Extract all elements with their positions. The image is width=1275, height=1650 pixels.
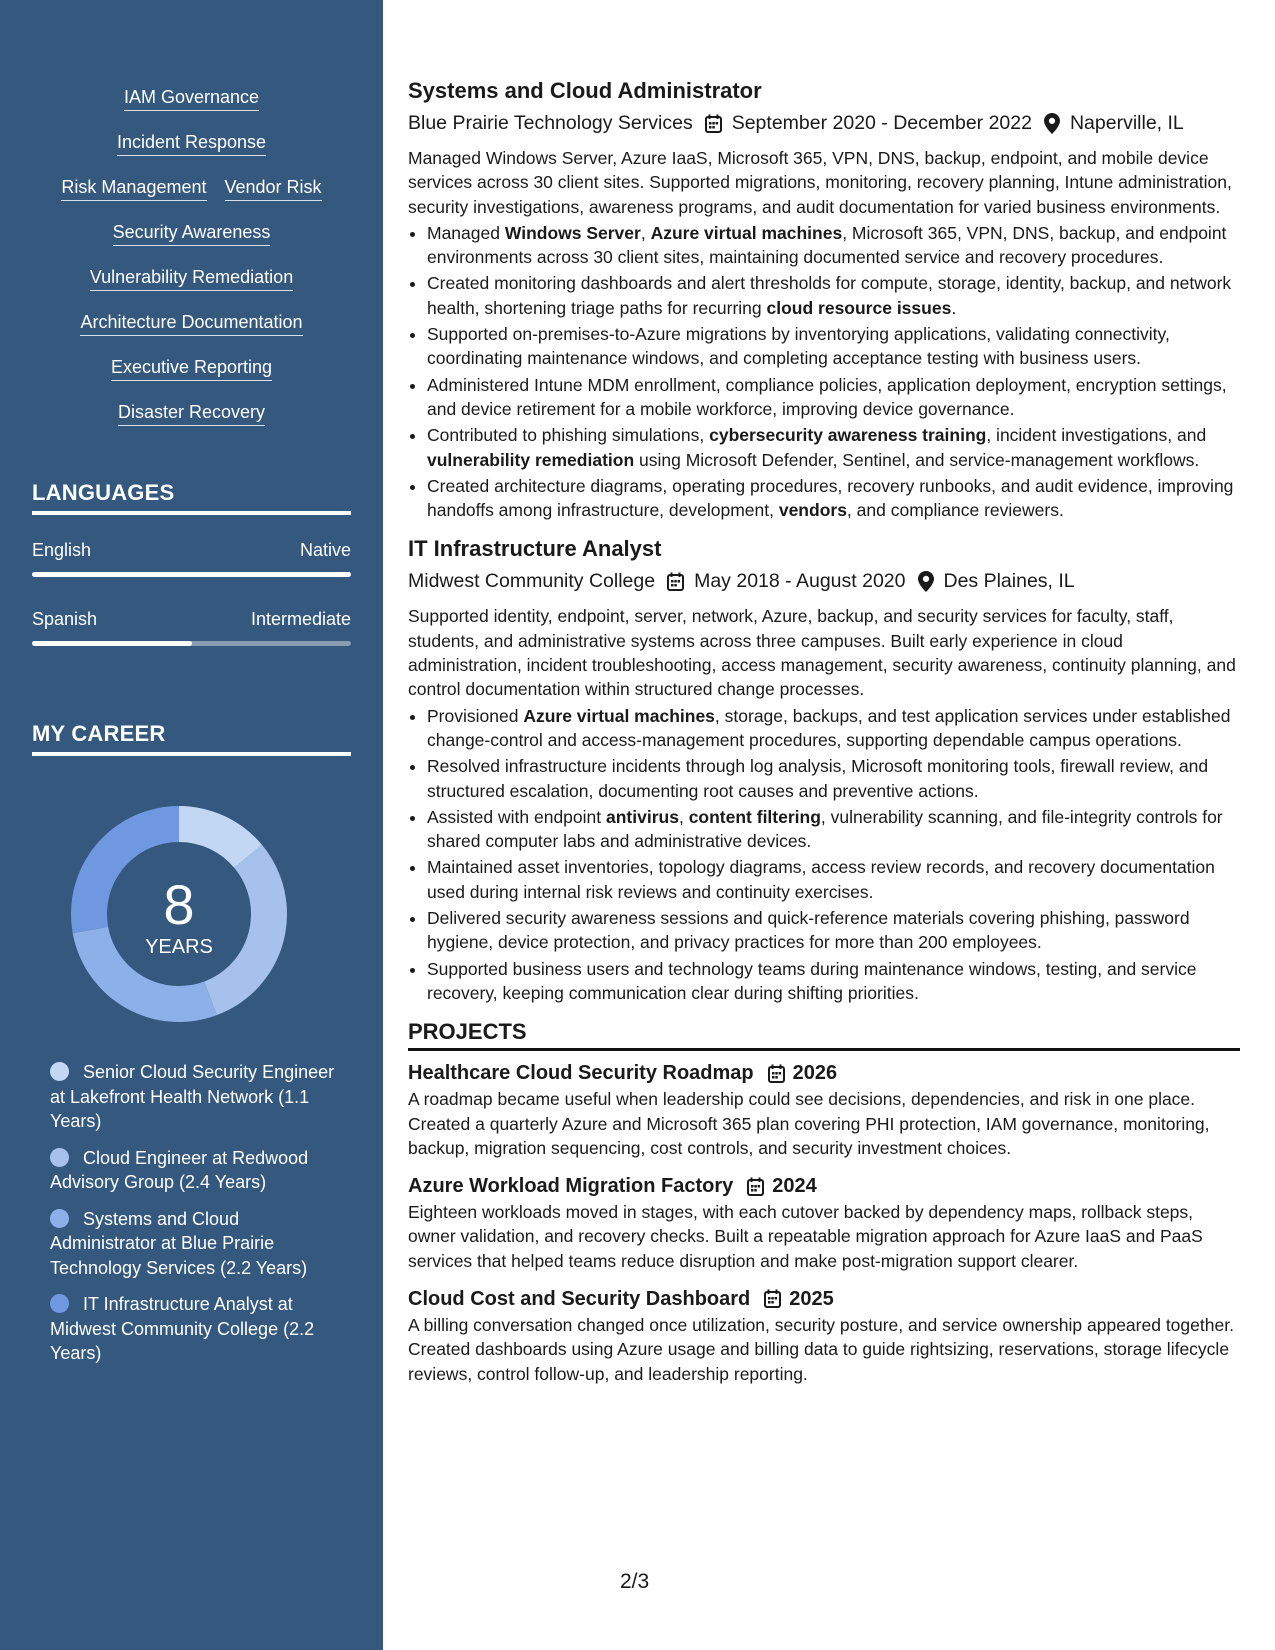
job-dates: September 2020 - December 2022 xyxy=(731,112,1032,134)
career-donut-segment xyxy=(204,845,287,1015)
career-legend-text: Systems and Cloud Administrator at Blue Prairie Technology Services (2.2 Years) xyxy=(50,1208,308,1278)
highlighted-skill: cybersecurity awareness training xyxy=(709,425,987,446)
calendar-icon xyxy=(764,1289,781,1308)
skill-tag[interactable]: Architecture Documentation xyxy=(80,311,302,336)
project-title: Cloud Cost and Security Dashboard xyxy=(408,1287,751,1310)
company-name: Blue Prairie Technology Services xyxy=(408,112,693,134)
bullet-text: , vulnerability scanning, and file-integrity controls for shared computer labs and administrative devices. xyxy=(427,806,1223,852)
highlighted-skill: cloud resource issues xyxy=(766,297,952,318)
job-location: Des Plaines, IL xyxy=(943,570,1075,593)
job-entry xyxy=(408,534,1240,1005)
career-legend-item xyxy=(50,1207,340,1281)
job-location: Naperville, IL xyxy=(1069,112,1184,134)
bullet-text: , xyxy=(640,222,651,243)
bullet-text: , Microsoft 365, VPN, DNS, backup, and endpoint environments across 30 client sites, maintaining documented service and recovery procedures. xyxy=(427,222,1227,268)
career-total-value: 8 xyxy=(163,873,195,936)
career-legend-text: IT Infrastructure Analyst at Midwest Community College (2.2 Years) xyxy=(50,1294,315,1363)
project-entry xyxy=(408,1285,1240,1386)
language-level: Native xyxy=(299,540,351,560)
language-name: English xyxy=(32,540,92,560)
legend-dot xyxy=(50,1209,69,1228)
project-title-row xyxy=(408,1285,1240,1313)
bullet-text: Administered Intune MDM enrollment, compliance policies, application deployment, encryption settings, and device retirement for a mobile workforce, improving device governance. xyxy=(427,374,1227,419)
career-heading: MY CAREER xyxy=(32,721,351,756)
language-proficiency-bar xyxy=(32,641,351,646)
skills-list xyxy=(0,86,383,446)
job-bullet xyxy=(427,906,1240,955)
main-content xyxy=(408,76,1240,1398)
bullet-text: Assisted with endpoint xyxy=(427,806,606,827)
legend-dot xyxy=(50,1148,69,1167)
map-pin-icon xyxy=(918,571,934,592)
bullet-text: Delivered security awareness sessions and quick-reference materials covering phishing, password hygiene, device protection, and privacy practices for more than 200 employees. xyxy=(427,908,1190,953)
bullet-text: Resolved infrastructure incidents through log analysis, Microsoft monitoring tools, firewall review, and structured escalation, documenting root causes and preventive actions. xyxy=(427,756,1209,801)
bullet-text: . xyxy=(951,297,957,318)
job-meta xyxy=(408,108,1240,138)
bullet-text: Created architecture diagrams, operating procedures, recovery runbooks, and audit evidence, improving handoffs among infrastructure, development, xyxy=(427,475,1234,521)
career-legend-item xyxy=(50,1060,340,1134)
project-year: 2026 xyxy=(792,1062,838,1085)
job-entry xyxy=(408,76,1240,522)
bullet-text: Managed xyxy=(427,222,505,243)
job-bullets xyxy=(408,221,1240,523)
career-donut-chart xyxy=(62,797,296,1031)
company-name: Midwest Community College xyxy=(408,570,656,593)
bullet-text: Supported business users and technology teams during maintenance windows, testing, and service recovery, keeping communication clear during shifting priorities. xyxy=(427,958,1197,1003)
skill-tag[interactable]: Security Awareness xyxy=(113,221,271,246)
highlighted-skill: Azure virtual machines xyxy=(650,222,843,243)
job-bullet xyxy=(427,474,1240,523)
project-title: Azure Workload Migration Factory xyxy=(408,1175,734,1198)
project-title-row xyxy=(408,1172,1240,1200)
project-year: 2024 xyxy=(772,1175,817,1198)
job-meta xyxy=(408,566,1240,596)
language-row xyxy=(32,540,351,577)
bullet-text: Provisioned xyxy=(427,705,524,726)
bullet-text: , incident investigations, and xyxy=(986,425,1207,446)
language-name: Spanish xyxy=(32,609,98,629)
bullet-text: , xyxy=(678,806,689,827)
language-level: Intermediate xyxy=(250,609,351,629)
bullet-text: Contributed to phishing simulations, xyxy=(427,425,710,446)
calendar-icon xyxy=(667,572,684,591)
job-bullet xyxy=(427,855,1240,904)
job-bullet xyxy=(427,754,1240,803)
bullet-text: Created monitoring dashboards and alert thresholds for compute, storage, identity, backup, and network health, shortening triage paths for recurring xyxy=(427,273,1232,318)
career-legend-item xyxy=(50,1292,340,1366)
career-legend-text: Senior Cloud Security Engineer at Lakefront Health Network (1.1 Years) xyxy=(50,1062,335,1131)
highlighted-skill: vulnerability remediation xyxy=(427,449,635,470)
calendar-icon xyxy=(768,1064,785,1083)
project-title-row xyxy=(408,1059,1240,1087)
skill-tag[interactable]: Incident Response xyxy=(117,131,266,156)
highlighted-skill: Azure virtual machines xyxy=(523,705,715,726)
bullet-text: , and compliance reviewers. xyxy=(846,500,1064,521)
highlighted-skill: vendors xyxy=(778,500,847,521)
highlighted-skill: content filtering xyxy=(688,806,821,827)
project-year: 2025 xyxy=(789,1287,834,1310)
calendar-icon xyxy=(705,114,722,133)
project-title: Healthcare Cloud Security Roadmap xyxy=(408,1062,754,1085)
projects-heading: PROJECTS xyxy=(408,1019,1240,1051)
career-legend-item xyxy=(50,1146,340,1195)
highlighted-skill: Windows Server xyxy=(504,222,641,243)
map-pin-icon xyxy=(1044,113,1060,134)
job-title: Systems and Cloud Administrator xyxy=(408,78,762,103)
calendar-icon xyxy=(747,1177,764,1196)
bullet-text: using Microsoft Defender, Sentinel, and service-management workflows. xyxy=(634,449,1200,470)
skill-tag[interactable]: Risk Management xyxy=(61,176,206,201)
project-description: A billing conversation changed once utilization, security posture, and service ownership appeared together. Created dashboards using Azure usage and billing data to guide rightsizing, reservations, storage lifecycle reviews, control follow-up, and leadership reporting. xyxy=(408,1314,1234,1384)
job-bullet xyxy=(427,957,1240,1006)
bullet-text: , storage, backups, and test application services under established change-control and access-management procedures, supporting dependable campus operations. xyxy=(427,705,1231,750)
legend-dot xyxy=(50,1294,69,1313)
job-bullet xyxy=(427,373,1240,422)
language-proficiency-fill xyxy=(32,641,192,646)
language-row xyxy=(32,609,351,646)
job-bullet xyxy=(427,423,1240,472)
job-bullet xyxy=(427,221,1240,270)
project-description: Eighteen workloads moved in stages, with each cutover backed by dependency maps, rollback steps, owner validation, and recovery checks. Built a repeatable migration approach for Azure IaaS and PaaS services that helped teams reduce disruption and make post-migration support clearer. xyxy=(408,1202,1203,1271)
highlighted-skill: antivirus xyxy=(606,806,679,827)
skill-tag[interactable]: Vendor Risk xyxy=(225,176,322,201)
job-bullet xyxy=(427,704,1240,753)
project-entry xyxy=(408,1172,1240,1273)
job-title: IT Infrastructure Analyst xyxy=(408,536,662,562)
job-summary: Managed Windows Server, Azure IaaS, Microsoft 365, VPN, DNS, backup, endpoint, and mobile device services across 30 client sites. Supported migrations, monitoring, recovery planning, Intune administration, security investigations, awareness programs, and audit documentation for varied business environments. xyxy=(408,148,1232,217)
job-dates: May 2018 - August 2020 xyxy=(694,570,906,593)
skill-tag[interactable]: Disaster Recovery xyxy=(118,401,265,426)
career-legend xyxy=(50,1060,340,1378)
career-total-unit: YEARS xyxy=(145,936,213,958)
job-bullets xyxy=(408,704,1240,1006)
skill-tag[interactable]: IAM Governance xyxy=(124,86,259,111)
language-proficiency-bar xyxy=(32,572,351,577)
page-number: 2/3 xyxy=(620,1570,650,1593)
job-bullet xyxy=(427,805,1240,854)
skill-tag[interactable]: Vulnerability Remediation xyxy=(90,266,293,291)
bullet-text: Maintained asset inventories, topology diagrams, access review records, and recovery documentation used during internal risk reviews and continuity exercises. xyxy=(427,857,1215,902)
languages-heading: LANGUAGES xyxy=(32,480,351,515)
legend-dot xyxy=(50,1062,69,1081)
job-bullet xyxy=(427,322,1240,371)
project-description: A roadmap became useful when leadership could see decisions, dependencies, and risk in one place. Created a quarterly Azure and Microsoft 365 plan covering PHI protection, IAM governance, monitoring, backup, migration sequencing, cost controls, and security investment choices. xyxy=(408,1089,1210,1158)
career-legend-text: Cloud Engineer at Redwood Advisory Group (2.4 Years) xyxy=(50,1147,309,1192)
language-proficiency-fill xyxy=(32,572,351,577)
skill-tag[interactable]: Executive Reporting xyxy=(111,356,272,381)
job-bullet xyxy=(427,271,1240,320)
sidebar xyxy=(0,0,383,1650)
job-summary: Supported identity, endpoint, server, network, Azure, backup, and security services for faculty, staff, students, and administrative systems across three campuses. Built early experience in cloud administration, incident troubleshooting, access management, security awareness, continuity planning, and control documentation within structured change processes. xyxy=(408,606,1236,700)
bullet-text: Supported on-premises-to-Azure migrations by inventorying applications, validating connectivity, coordinating maintenance windows, and completing acceptance testing with business users. xyxy=(427,324,1170,369)
project-entry xyxy=(408,1059,1240,1160)
